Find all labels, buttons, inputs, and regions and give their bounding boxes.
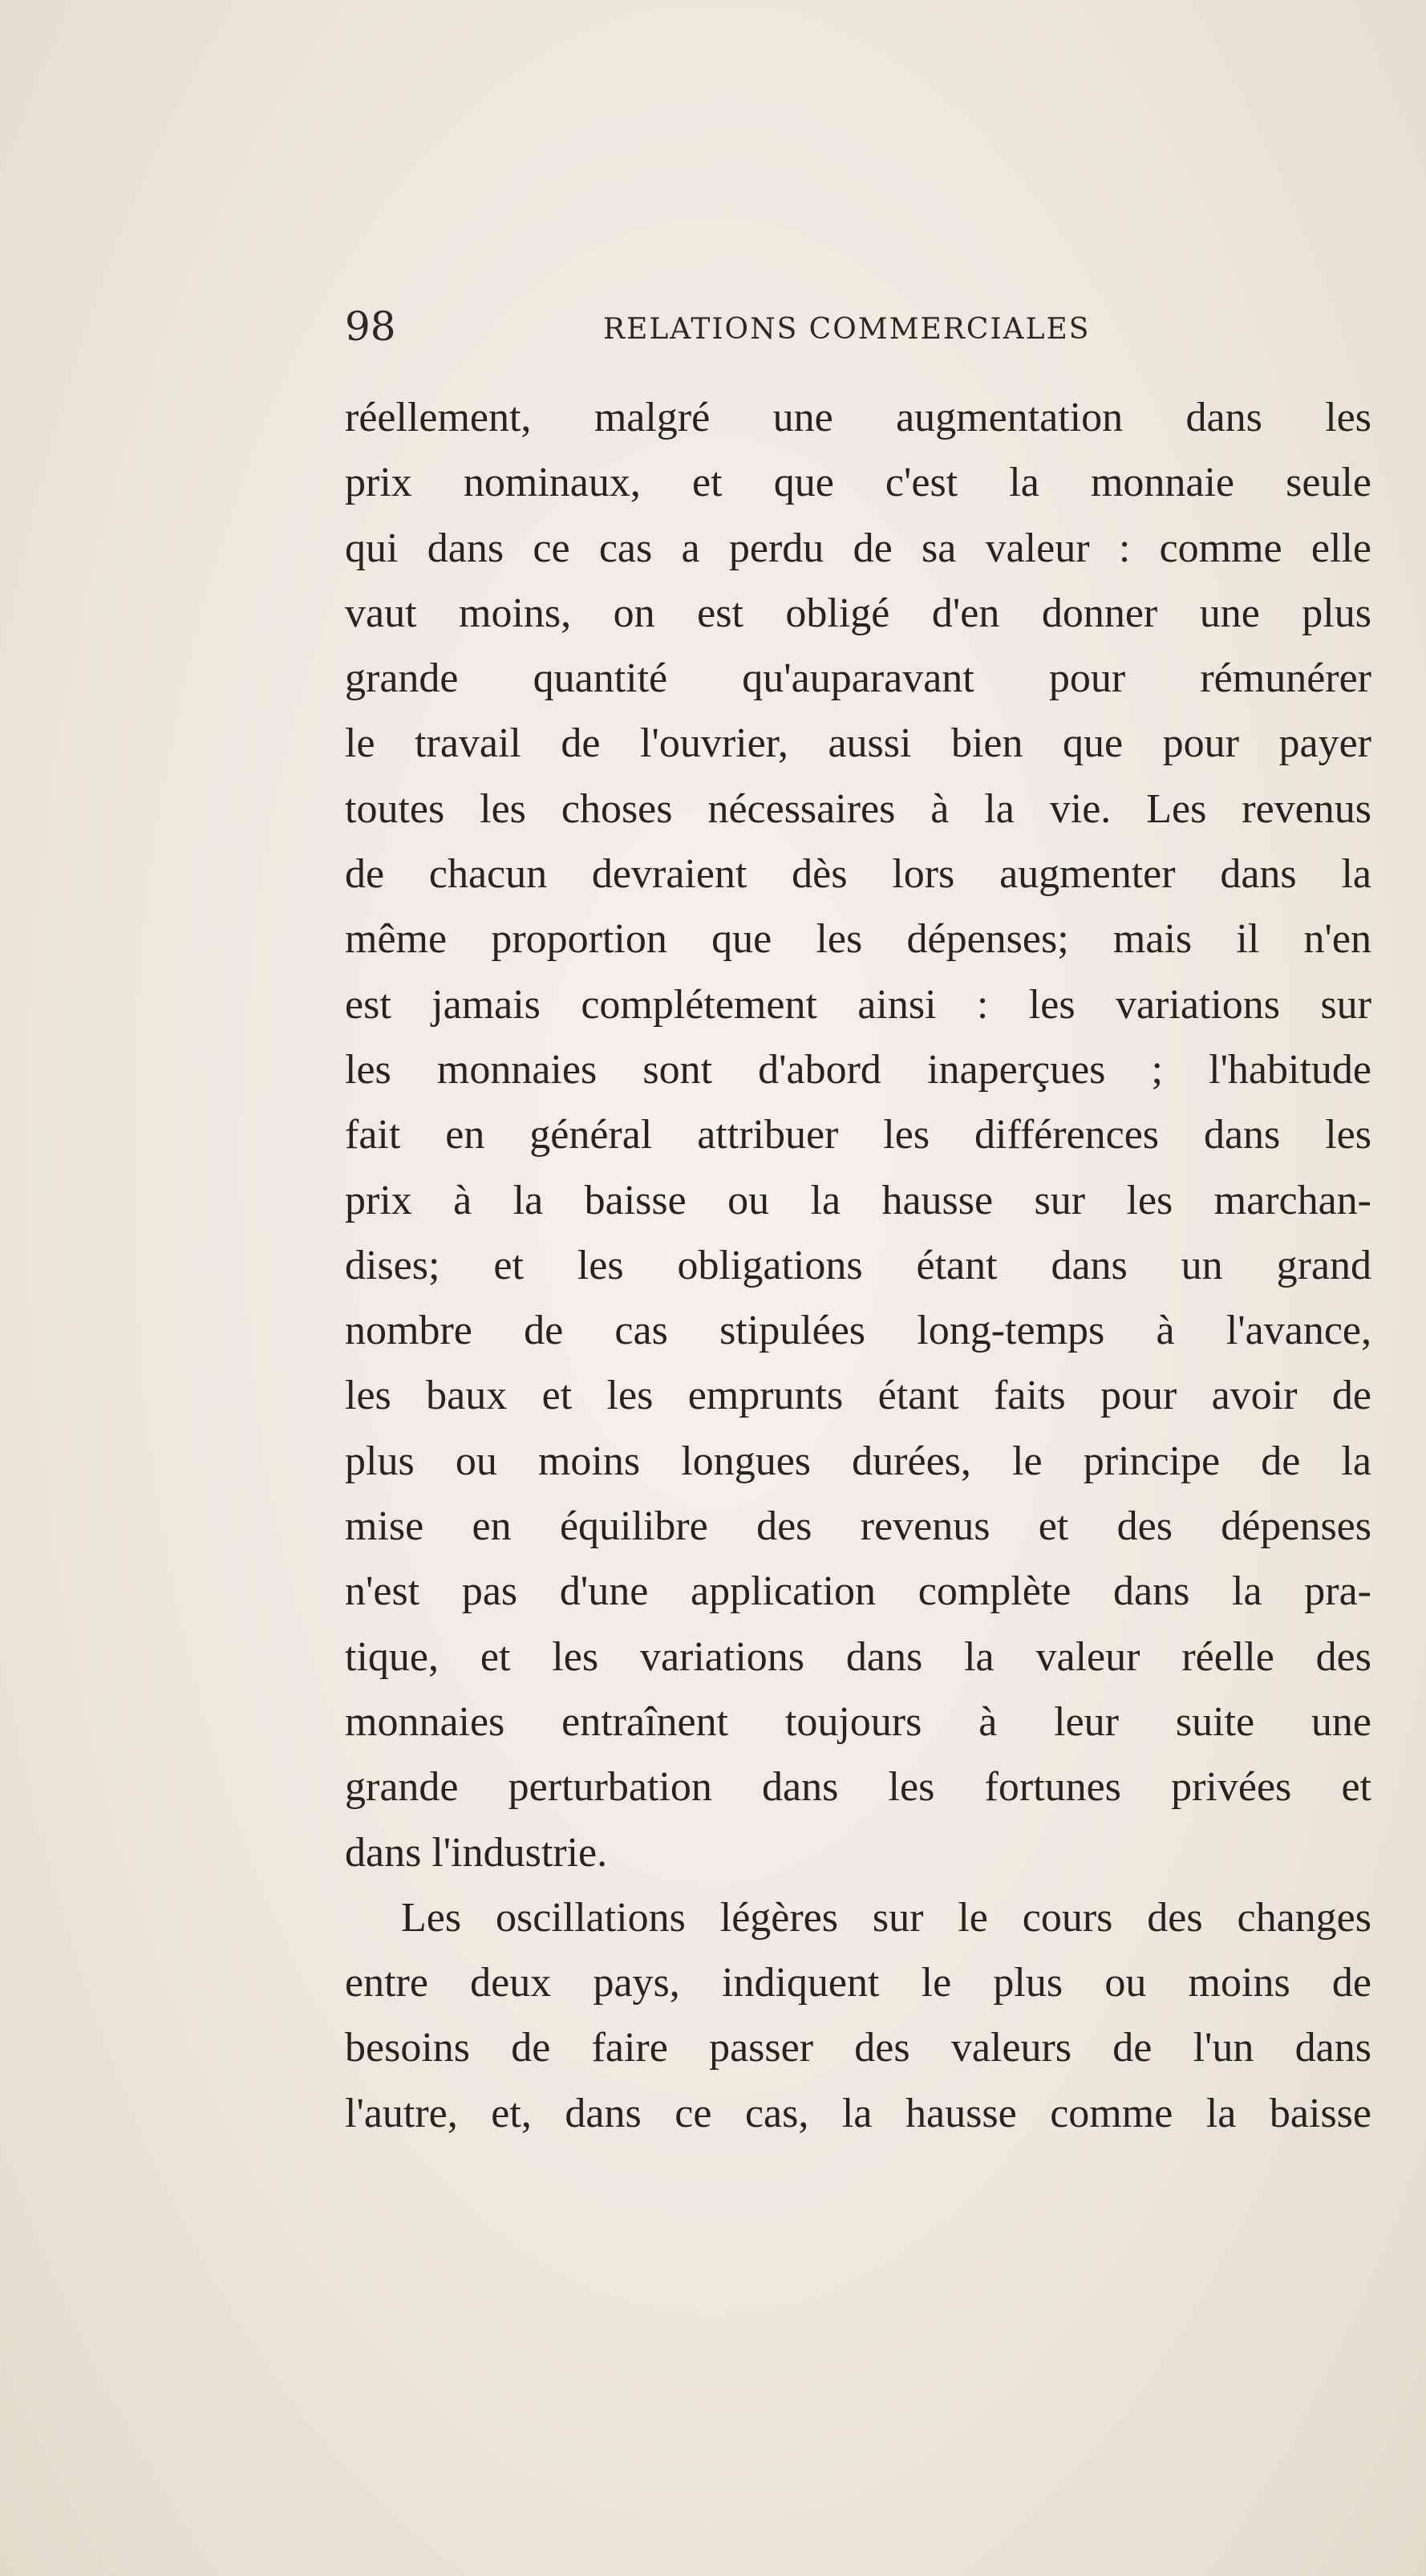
text-line: monnaies entraînent toujours à leur suite une	[345, 1698, 1371, 1745]
text-line: grande perturbation dans les fortunes privées et	[345, 1764, 1371, 1811]
text-line: vaut moins, on est obligé d'en donner une plus	[345, 590, 1371, 636]
text-line: est jamais complétement ainsi : les variations sur	[345, 981, 1371, 1028]
text-line: tique, et les variations dans la valeur réelle des	[345, 1633, 1371, 1680]
text-line: besoins de faire passer des valeurs de l'un dans	[345, 2025, 1371, 2071]
text-line: dises; et les obligations étant dans un grand	[345, 1242, 1371, 1288]
body-text	[345, 385, 1371, 2146]
text-line: les baux et les emprunts étant faits pour avoir de	[345, 1373, 1371, 1419]
text-line: les monnaies sont d'abord inaperçues ; l'habitude	[345, 1046, 1371, 1093]
text-line: réellement, malgré une augmentation dans les	[345, 395, 1371, 440]
text-line: nombre de cas stipulées long-temps à l'avance,	[345, 1308, 1371, 1354]
text-line: fait en général attribuer les différences dans les	[345, 1112, 1371, 1158]
text-line: toutes les choses nécessaires à la vie. Les revenus	[345, 785, 1371, 832]
page-header	[345, 303, 1375, 359]
text-line: prix à la baisse ou la hausse sur les marchan-	[345, 1177, 1371, 1223]
running-head: RELATIONS COMMERCIALES	[603, 313, 1091, 346]
text-line: entre deux pays, indiquent le plus ou moins de	[345, 1960, 1371, 2006]
text-line: l'autre, et, dans ce cas, la hausse comme la baisse	[345, 2090, 1371, 2136]
text-line: Les oscillations légères sur le cours des changes	[401, 1894, 1371, 1941]
text-line: grande quantité qu'auparavant pour rémunérer	[345, 655, 1371, 702]
text-line: le travail de l'ouvrier, aussi bien que pour payer	[345, 720, 1371, 767]
text-line: mise en équilibre des revenus et des dépenses	[345, 1503, 1371, 1550]
text-line: même proportion que les dépenses; mais il n'en	[345, 916, 1371, 963]
text-line: qui dans ce cas a perdu de sa valeur : comme elle	[345, 525, 1371, 571]
page-number: 98	[345, 303, 396, 350]
text-line: dans l'industrie.	[345, 1829, 608, 1876]
text-line: prix nominaux, et que c'est la monnaie seule	[345, 460, 1371, 506]
text-line: plus ou moins longues durées, le principe de la	[345, 1438, 1371, 1484]
text-line: de chacun devraient dès lors augmenter dans la	[345, 851, 1371, 898]
text-line: n'est pas d'une application complète dans la pra-	[345, 1568, 1371, 1615]
